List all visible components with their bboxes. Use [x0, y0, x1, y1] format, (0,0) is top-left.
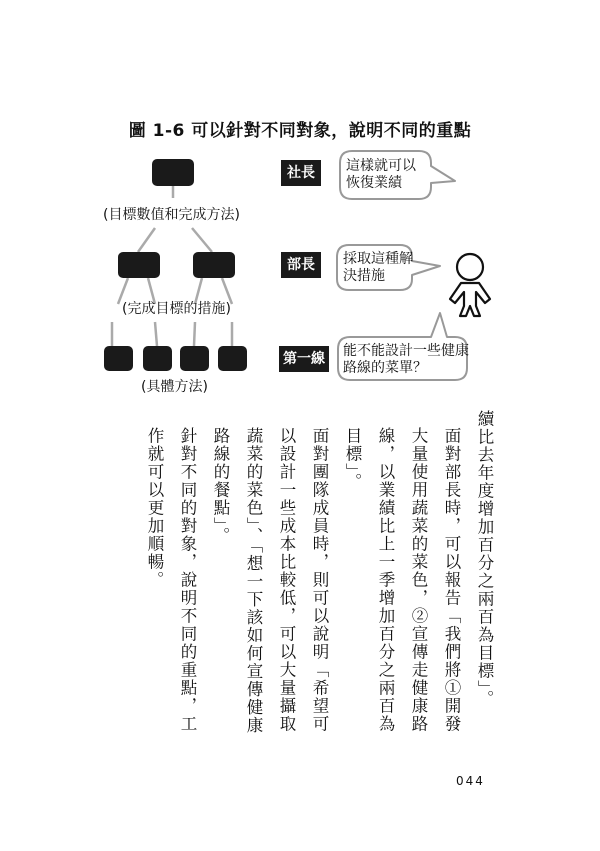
person-icon [450, 254, 490, 316]
speech-text-manager: 採取這種解 決措施 [343, 251, 413, 284]
figure-title: 圖 1-6 可以針對不同對象，說明不同的重點 [128, 121, 472, 141]
hierarchy-node-leaf [218, 346, 247, 371]
hierarchy-node-mid-right [193, 252, 235, 278]
paragraph-continuation: 續比去年度增加百分之兩百為目標」。 [475, 410, 494, 708]
hierarchy-node-leaf [180, 346, 209, 371]
body-text [138, 410, 501, 740]
hierarchy-node-mid-left [118, 252, 160, 278]
page-number: 044 [456, 774, 485, 788]
speech-text-frontline: 能不能設計一些健康 路線的菜單？ [343, 343, 469, 376]
paragraph-manager: 面對部長時，可以報告「我們將①開發大量使用蔬菜的菜色，②宣傳走健康路線，以業績比上一季增加百分之兩百為目標」。 [343, 426, 461, 733]
role-tag-frontline: 第一線 [279, 346, 329, 372]
paragraph-conclusion: 針對不同的對象，說明不同的重點，工作就可以更加順暢。 [145, 426, 197, 733]
role-tag-manager: 部長 [281, 252, 321, 278]
label-target-value-and-method: (目標數值和完成方法) [103, 207, 240, 223]
label-target-measures: (完成目標的措施) [122, 301, 231, 317]
hierarchy-node-leaf [143, 346, 172, 371]
role-tag-president: 社長 [281, 160, 321, 186]
label-concrete-methods: (具體方法) [141, 379, 208, 395]
hierarchy-node-top [152, 159, 194, 186]
speech-text-president: 這樣就可以 恢復業績 [346, 158, 416, 191]
hierarchy-node-leaf [104, 346, 133, 371]
paragraph-team: 面對團隊成員時，則可以說明「希望可以設計一些成本比較低，可以大量攝取蔬菜的菜色」、「想一下該如何宣傳健康路線的餐點」。 [211, 426, 329, 734]
